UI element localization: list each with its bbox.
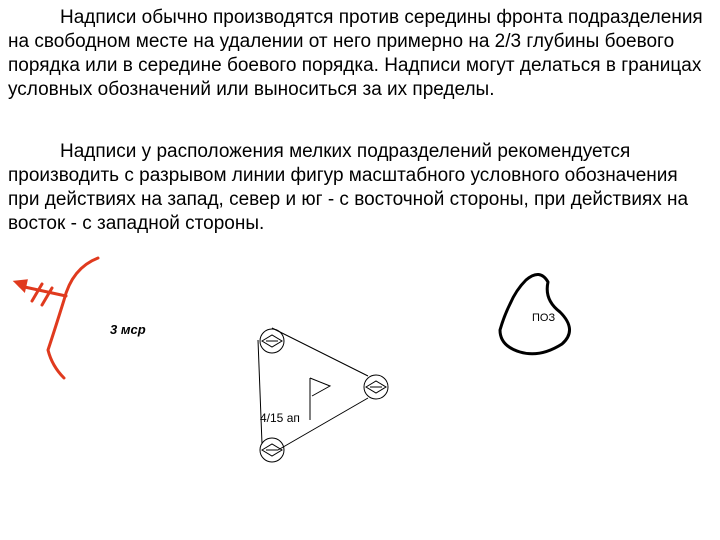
artillery-gun-icon — [364, 375, 388, 399]
unit-label: 3 мср — [110, 322, 146, 337]
artillery-label: 4/15 ап — [260, 411, 300, 425]
motor-rifle-front-arc-icon — [16, 258, 98, 378]
paragraph-2: Надписи у расположения мелких подразделений рекомендуется производить с разрывом линии фигур масштабного условного обозначения при действиях на запад, север и юг - с восточной стороны, при действиях на восток - с западной стороны. — [8, 141, 689, 234]
artillery-position-triangle-icon — [258, 328, 368, 450]
position-label: ПОЗ — [532, 312, 556, 324]
artillery-gun-icon — [260, 438, 284, 462]
artillery-gun-icon — [260, 329, 284, 353]
paragraph-1: Надписи обычно производятся против середины фронта подразделения на свободном месте на удалении от него примерно на 2/3 глубины боевого порядка или в середине боевого порядка. Надписи могут делаться в границах условных обозначений или выноситься за их пределы. — [8, 7, 703, 100]
